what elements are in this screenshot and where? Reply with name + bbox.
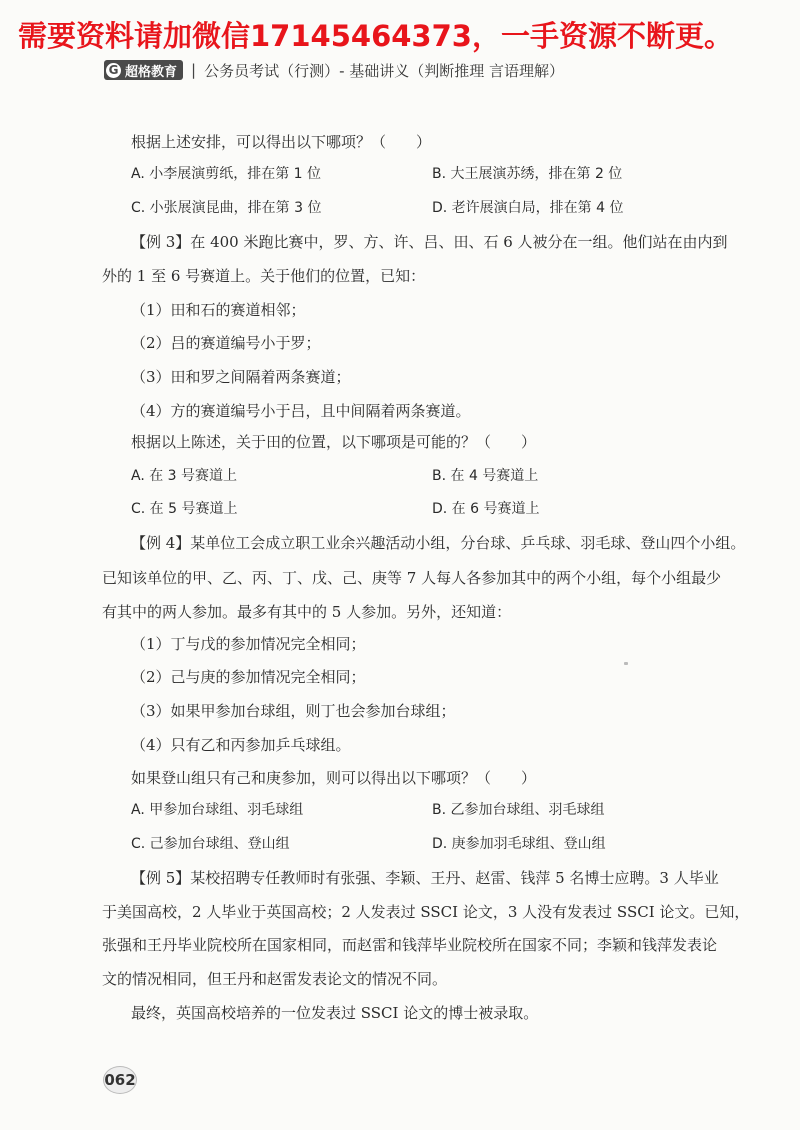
ex5-line-3: 张强和王丹毕业院校所在国家相同，而赵雷和钱萍毕业院校所在国家不同；李颖和钱萍发表论 (102, 936, 718, 954)
ex3-condition-1: （1）田和石的赛道相邻； (131, 301, 306, 319)
ex3-option-a: A. 在 3 号赛道上 (131, 468, 238, 484)
prev-option-d: D. 老许展演白局，排在第 4 位 (432, 200, 624, 216)
ex3-option-d: D. 在 6 号赛道上 (432, 501, 540, 517)
ex3-option-c: C. 在 5 号赛道上 (131, 501, 238, 517)
prev-question-stem: 根据上述安排，可以得出以下哪项？（ ） (131, 133, 432, 151)
ex3-condition-4: （4）方的赛道编号小于吕，且中间隔着两条赛道。 (131, 402, 471, 420)
ex4-line-2: 已知该单位的甲、乙、丙、丁、戊、己、庚等 7 人每人各参加其中的两个小组，每个小组最少 (102, 569, 722, 587)
ex4-question: 如果登山组只有己和庚参加，则可以得出以下哪项？（ ） (131, 769, 537, 787)
ex4-condition-4: （4）只有乙和丙参加乒乓球组。 (131, 736, 351, 754)
brand-logo (104, 60, 183, 80)
header-separator: | (191, 61, 197, 79)
ex4-condition-1: （1）丁与戊的参加情况完全相同； (131, 635, 366, 653)
ex3-line-2: 外的 1 至 6 号赛道上。关于他们的位置，已知： (102, 267, 426, 285)
watermark-banner: 需要资料请加微信17145464373，一手资源不断更。 (18, 19, 733, 53)
ex5-line-1: 【例 5】某校招聘专任教师时有张强、李颖、王丹、赵雷、钱萍 5 名博士应聘。3 人毕业 (131, 869, 719, 887)
ex4-option-d: D. 庚参加羽毛球组、登山组 (432, 836, 606, 852)
ex3-condition-2: （2）吕的赛道编号小于罗； (131, 334, 321, 352)
ex4-condition-2: （2）己与庚的参加情况完全相同； (131, 668, 366, 686)
page-number: 062 (103, 1066, 137, 1094)
ex4-condition-3: （3）如果甲参加台球组，则丁也会参加台球组； (131, 702, 456, 720)
ex4-option-a: A. 甲参加台球组、羽毛球组 (131, 802, 304, 818)
ex3-condition-3: （3）田和罗之间隔着两条赛道； (131, 368, 351, 386)
ex4-option-c: C. 己参加台球组、登山组 (131, 836, 290, 852)
ex3-question: 根据以上陈述，关于田的位置，以下哪项是可能的？（ ） (131, 433, 537, 451)
ex3-line-1: 【例 3】在 400 米跑比赛中，罗、方、许、吕、田、石 6 人被分在一组。他们站在由内到 (131, 233, 728, 251)
prev-option-a: A. 小李展演剪纸，排在第 1 位 (131, 166, 322, 182)
logo-g-icon: G (106, 63, 121, 78)
logo-text: 超格教育 (125, 64, 178, 80)
scan-speck (624, 662, 628, 665)
ex4-line-3: 有其中的两人参加。最多有其中的 5 人参加。另外，还知道： (102, 603, 512, 621)
ex5-line-5: 最终，英国高校培养的一位发表过 SSCI 论文的博士被录取。 (131, 1004, 539, 1022)
ex4-line-1: 【例 4】某单位工会成立职工业余兴趣活动小组，分台球、乒乓球、羽毛球、登山四个小组。 (131, 534, 746, 552)
ex3-option-b: B. 在 4 号赛道上 (432, 468, 539, 484)
ex4-option-b: B. 乙参加台球组、羽毛球组 (432, 802, 605, 818)
ex5-line-4: 文的情况相同，但王丹和赵雷发表论文的情况不同。 (102, 970, 448, 988)
header-title: 公务员考试（行测）- 基础讲义（判断推理 言语理解） (204, 61, 565, 80)
prev-option-b: B. 大王展演苏绣，排在第 2 位 (432, 166, 623, 182)
ex5-line-2: 于美国高校，2 人毕业于英国高校；2 人发表过 SSCI 论文，3 人没有发表过 SSCI 论文。已知， (102, 903, 750, 921)
prev-option-c: C. 小张展演昆曲，排在第 3 位 (131, 200, 322, 216)
page-header (104, 58, 564, 82)
